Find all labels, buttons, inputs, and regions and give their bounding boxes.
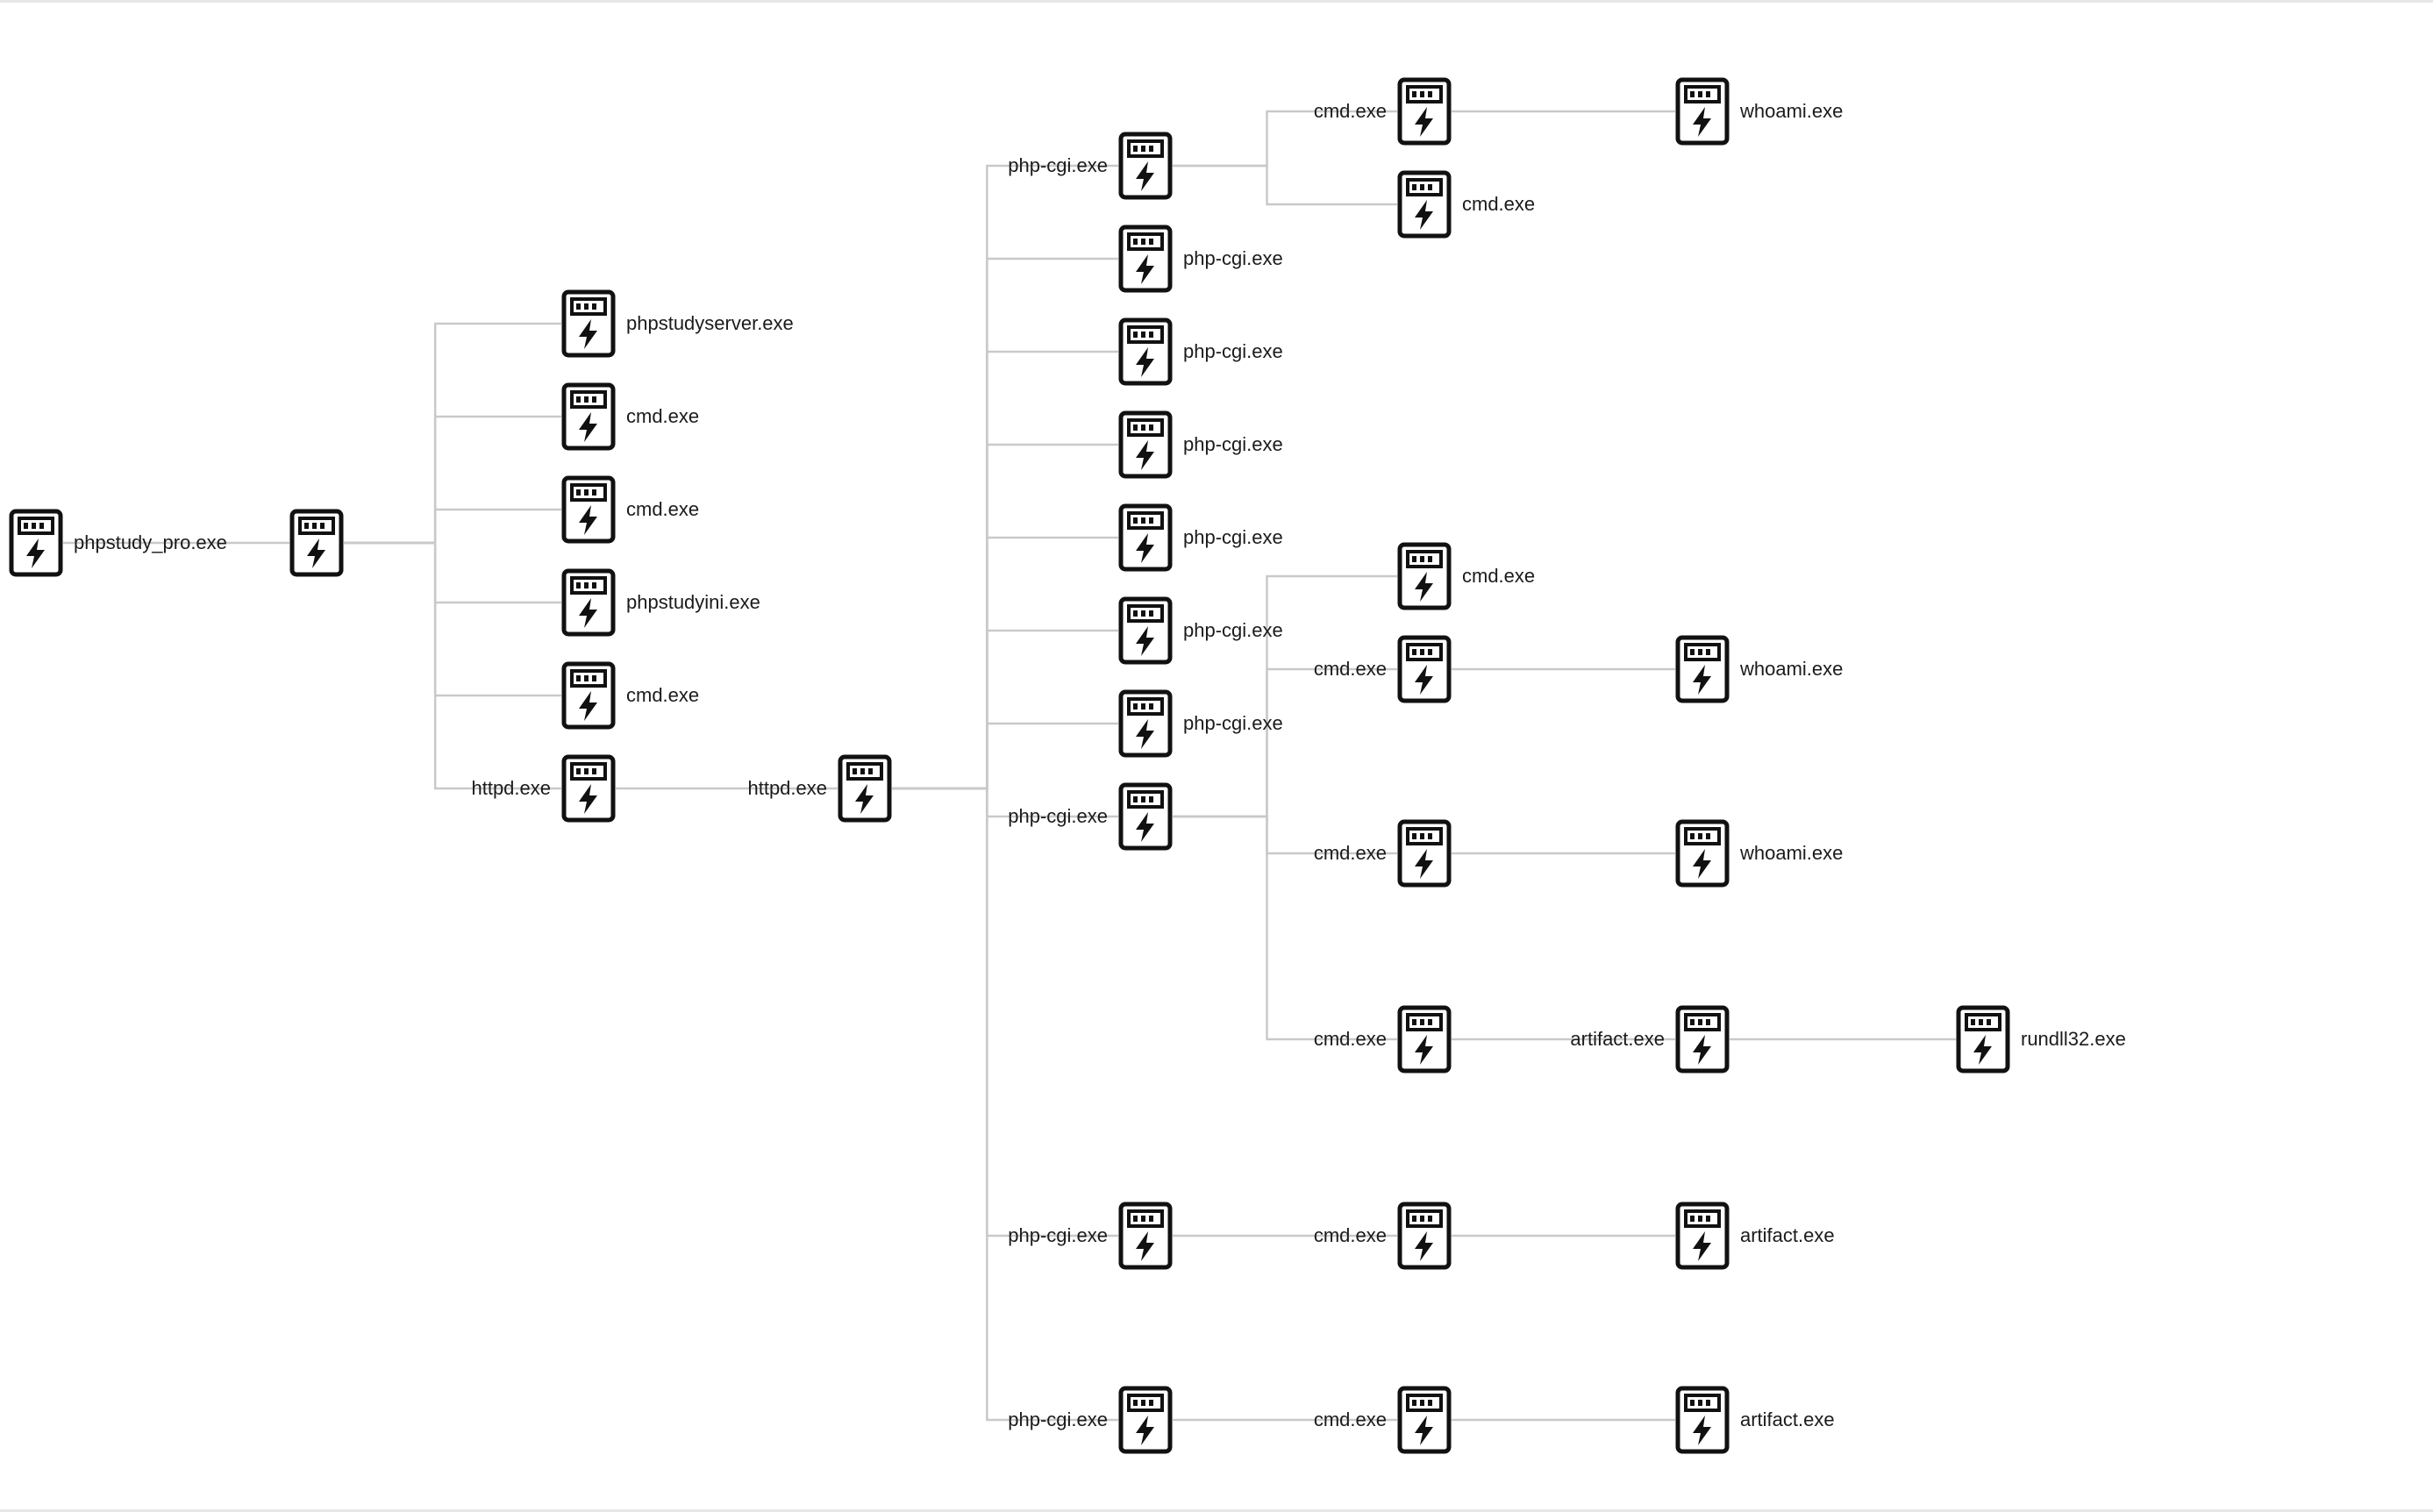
process-server-icon (1118, 596, 1173, 665)
process-node[interactable] (1397, 1202, 1452, 1270)
edge (344, 417, 561, 543)
process-server-icon (1118, 503, 1173, 572)
process-node-label: php-cgi.exe (1008, 805, 1108, 827)
process-server-icon (1675, 635, 1730, 703)
process-node-label: cmd.exe (1313, 842, 1387, 864)
process-server-icon (1397, 170, 1452, 239)
process-node[interactable] (561, 382, 616, 451)
process-server-icon (1397, 542, 1452, 610)
process-server-icon (1675, 1005, 1730, 1073)
process-node-label: php-cgi.exe (1183, 247, 1283, 269)
process-server-icon (1956, 1005, 2010, 1073)
process-server-icon (1118, 410, 1173, 479)
edge (892, 445, 1118, 788)
process-server-icon (1118, 317, 1173, 386)
edge (892, 166, 1118, 788)
process-node[interactable] (1675, 819, 1730, 888)
process-server-icon (561, 568, 616, 637)
process-server-icon (561, 382, 616, 451)
process-server-icon (561, 289, 616, 358)
edge (344, 543, 561, 603)
process-node-label: httpd.exe (471, 777, 551, 799)
process-node[interactable] (1956, 1005, 2010, 1073)
process-node[interactable] (289, 509, 344, 577)
edge (1173, 669, 1397, 817)
process-node-label: artifact.exe (1570, 1028, 1665, 1050)
process-node[interactable] (1118, 596, 1173, 665)
process-node[interactable] (1675, 1202, 1730, 1270)
process-server-icon (1118, 225, 1173, 293)
process-server-icon (1675, 1386, 1730, 1454)
process-node-label: php-cgi.exe (1183, 619, 1283, 641)
process-server-icon (1675, 1202, 1730, 1270)
process-node[interactable] (1118, 410, 1173, 479)
process-node[interactable] (1397, 819, 1452, 888)
process-node-label: php-cgi.exe (1008, 1409, 1108, 1430)
edge (892, 352, 1118, 788)
process-node-label: phpstudyserver.exe (626, 312, 794, 334)
process-node-label: cmd.exe (1313, 100, 1387, 122)
process-node-label: cmd.exe (1462, 565, 1536, 587)
edge (892, 724, 1118, 788)
process-node[interactable] (1118, 503, 1173, 572)
process-server-icon (1397, 1202, 1452, 1270)
process-node[interactable] (1675, 1386, 1730, 1454)
top-divider (0, 0, 2433, 3)
process-node-label: php-cgi.exe (1183, 340, 1283, 362)
process-node-label: php-cgi.exe (1183, 526, 1283, 548)
process-node[interactable] (1397, 1386, 1452, 1454)
edge (892, 788, 1118, 1420)
process-node[interactable] (1118, 782, 1173, 851)
edge (344, 510, 561, 543)
process-server-icon (1675, 819, 1730, 888)
process-node-label: artifact.exe (1740, 1409, 1835, 1430)
edge (892, 259, 1118, 788)
process-node[interactable] (1675, 1005, 1730, 1073)
process-node[interactable] (561, 475, 616, 544)
process-node-label: cmd.exe (626, 684, 700, 706)
edge (1173, 166, 1397, 204)
edge (1173, 576, 1397, 817)
process-server-icon (1118, 132, 1173, 200)
process-node-label: cmd.exe (1462, 193, 1536, 215)
process-node-label: phpstudyini.exe (626, 591, 760, 613)
process-node[interactable] (1118, 225, 1173, 293)
process-server-icon (1118, 689, 1173, 758)
process-node[interactable] (9, 509, 63, 577)
process-node-label: cmd.exe (1313, 1028, 1387, 1050)
process-node-label: cmd.exe (1313, 658, 1387, 680)
process-server-icon (561, 475, 616, 544)
process-node[interactable] (1118, 317, 1173, 386)
process-node-label: whoami.exe (1740, 658, 1844, 680)
process-node[interactable] (1397, 542, 1452, 610)
process-server-icon (9, 509, 63, 577)
process-node-label: php-cgi.exe (1183, 433, 1283, 455)
process-node-label: php-cgi.exe (1008, 154, 1108, 176)
process-node-label: cmd.exe (626, 405, 700, 427)
process-node-label: cmd.exe (626, 498, 700, 520)
process-node-label: httpd.exe (747, 777, 827, 799)
process-node-label: cmd.exe (1313, 1224, 1387, 1246)
process-node-label: whoami.exe (1740, 100, 1844, 122)
process-node[interactable] (1397, 170, 1452, 239)
process-node-label: rundll32.exe (2021, 1028, 2126, 1050)
process-server-icon (1397, 819, 1452, 888)
process-server-icon (1397, 1386, 1452, 1454)
process-node-label: artifact.exe (1740, 1224, 1835, 1246)
process-node-label: php-cgi.exe (1183, 712, 1283, 734)
process-server-icon (1397, 77, 1452, 146)
process-node[interactable] (1675, 77, 1730, 146)
process-server-icon (1118, 782, 1173, 851)
process-node[interactable] (1118, 689, 1173, 758)
process-node[interactable] (561, 289, 616, 358)
edge (344, 324, 561, 543)
process-node[interactable] (1397, 635, 1452, 703)
edge (892, 631, 1118, 788)
process-node-label: phpstudy_pro.exe (74, 531, 227, 553)
process-node-label: cmd.exe (1313, 1409, 1387, 1430)
process-server-icon (289, 509, 344, 577)
process-server-icon (1675, 77, 1730, 146)
process-server-icon (1397, 635, 1452, 703)
process-node-label: whoami.exe (1740, 842, 1844, 864)
process-node[interactable] (561, 568, 616, 637)
process-node[interactable] (1397, 77, 1452, 146)
process-node[interactable] (1675, 635, 1730, 703)
process-node-label: php-cgi.exe (1008, 1224, 1108, 1246)
process-node[interactable] (1118, 132, 1173, 200)
